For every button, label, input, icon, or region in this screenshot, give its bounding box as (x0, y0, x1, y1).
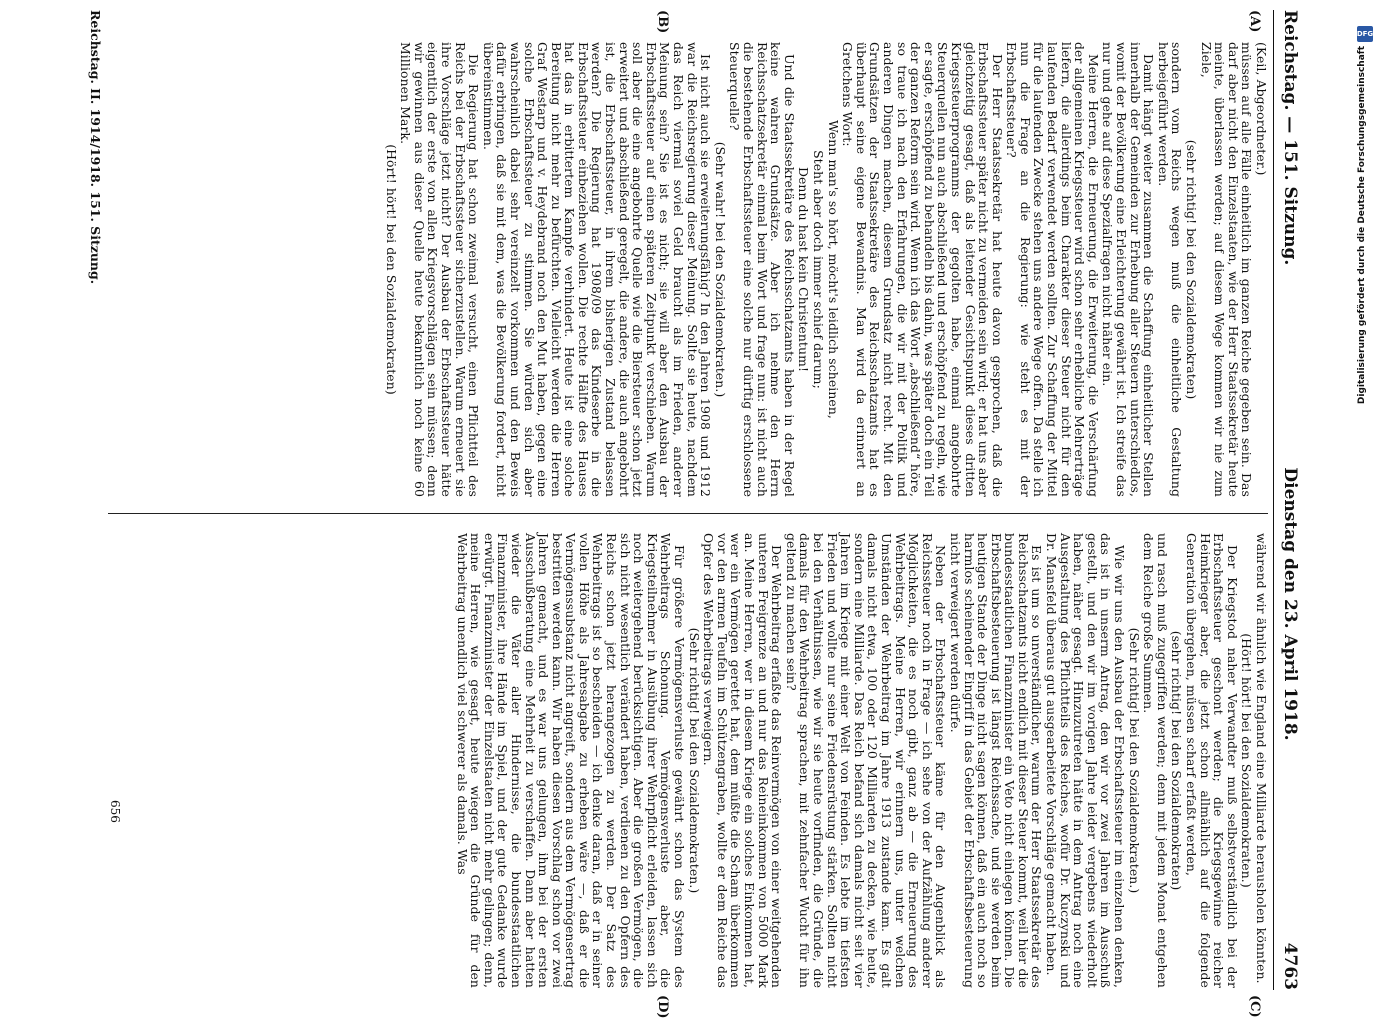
running-head (1273, 10, 1300, 990)
paragraph: Der Wehrbeitrag erfaßte das Reinvermögen von einer weitgehenden unteren Freigrenze an und nur das Reineinkommen von 5000 Mark an. Meine Herren, wer in diesem Kriege ein solches Einkommen hat, wer ein Vermögen gerettet hat, dem müßte die Scham überkommen vor den armen Teufeln im Schützengraben, wollte er dem Reiche das Opfer des Wehrbeitrags verweigern. (701, 533, 785, 988)
paragraph: während wir ähnlich wie England eine Milliarde herausholen könnten. (1254, 533, 1269, 984)
paragraph: Neben der Erbschaftssteuer käme für den Augenblick als Reichssteuer noch in Frage — ich sehe von der Aufzählung anderer Möglichkeiten, die es noch gibt, ganz ab — die Erneuerung des Wehrbeitrags. Meine Herren, wir erinnern uns, unter welchen Umständen der Wehrbeitrag im Jahre 1913 zustande kam. Es galt damals nicht etwa, 100 oder 120 Milliarden zu decken, wie heute, sondern eine Milliarde. Das Reich befand sich damals nicht seit vier Jahren im Kriege mit einer Welt von Feinden. Es lebte im tiefsten Frieden und wollte nur seine Friedensrüstung stärken. Sollten nicht bei den Verhältnissen, wie wir sie heute vorfinden, die Gründe, die damals für den Wehrbeitrag sprachen, mit zehnfacher Wucht für ihn geltend zu machen sein? (783, 533, 949, 988)
paragraph: Es ist um so unverständlicher, warum der Herr Staatssekretär des Reichsschatzamts nicht endlich mit dieser Steuer kommt, weil hier die bundesstaatlichen Finanzminister ein Veto nicht einlegen können. Die Erbschaftsbesteuerung ist längst Reichssache, und sie werden beim heutigen Stande der Dinge nicht sagen können, daß ein auch noch so harmlos scheinender Eingriff in das Gebiet der Erbschaftsbesteuerung nicht verweigert werden dürfe. (947, 533, 1045, 988)
rotated-page (70, 0, 1310, 1019)
margin-mark-b: (B) (655, 10, 670, 34)
header-date: Dienstag den 23. April 1918. (1280, 467, 1300, 741)
right-column (88, 533, 1268, 988)
footer-text: Reichstag. II. 1914/1918. 151. Sitzung. (88, 10, 103, 285)
header-page-number: 4763 (1280, 942, 1300, 990)
left-column (108, 42, 1268, 497)
paragraph: Damit hängt weiter zusammen die Schaffung einheitlicher Stellen innerhalb der Gemeinden zur Erhebung aller Steuern unterschiedlos, womit der Bevölkerung eine Erleichterung gewährt ist. Ich streife das nur und gehe auf diese Spezialfragen nicht näher ein. (1100, 42, 1157, 497)
paragraph: und rasch muß zugegriffen werden; denn mit jedem Monat entgehen dem Reiche große Summen. (1141, 533, 1170, 988)
paragraph: Ist nicht auch sie erweiterungsfähig? In den Jahren 1908 und 1912 war die Reichsregierung dieser Meinung. Sollte sie heute, nachdem das Reich viermal soviel Geld braucht als im Frieden, anderer Meinung sein? Sie ist es nicht; sie will aber den Ausbau der Erbschaftssteuer auf einen späteren Zeitpunkt verschieben. Warum soll aber die eine angebohrte Quelle wie die Biersteuer schon jetzt erweitert und abschließend geregelt, die andere, die auch angebohrt ist, die Erbschaftssteuer, in ihrem bisherigen Zustand belassen werden? Die Regierung hat 1908/09 das Kindeserbe in die Erbschaftssteuer einbeziehen wollen. Die rechte Hälfte des Hauses hat das in erbittertem Kampfe verhindert. Heute ist eine solche Bereitung nicht mehr zu befürchten. Vielleicht werden die Herren Graf Westarp und v. Heydebrand noch den Mut haben, gegen eine solche Erbschaftssteuer zu stimmen. Sie würden sich aber wahrscheinlich dabei sehr vereinzelt vorkommen und den Beweis dafür erbringen, daß sie mit dem, was die Bevölkerung fordert, nicht übereinstimmen. (480, 42, 714, 497)
paragraph: Die Regierung hat schon zweimal versucht, einen Pflichtteil des Reichs bei der Erbschaftssteuer sicherzustellen. Warum erneuert sie ihre Vorschläge jetzt nicht? Der Ausbau der Erbschaftssteuer hätte eigentlich der erste von allen Kriegsvorschlägen sein müssen; denn wir gewinnen aus dieser Quelle heute bekanntlich noch keine 60 Millionen Mark. (398, 42, 482, 497)
column-divider (108, 513, 1268, 514)
paragraph: Und die Staatssekretäre des Reichsschatzamts haben in der Regel keine wahren Grundsätze. Aber ich nehme den Herrn Reichsschatzsekretär einmal beim Wort und frage nun: ist nicht auch die bestehende Erbschaftssteuer eine solche nur dürftig erschlossene Steuerquelle? (727, 42, 797, 497)
margin-mark-d: (D) (655, 995, 670, 1019)
margin-mark-c: (C) (1247, 995, 1262, 1018)
speaker-note: (Keil, Abgeordneter.) (1254, 42, 1269, 176)
interjection: (sehr richtig! bei den Sozialdemokraten) (1169, 630, 1185, 891)
interjection: (Sehr wahr! bei den Sozialdemokraten.) (712, 141, 728, 398)
paragraph: Der Herr Staatssekretär hat heute davon gesprochen, daß die Erbschaftssteuer später nicht zu vermeiden sein wird; er hat uns aber gleichzeitig gesagt, daß als leitender Gesichtspunkt dieses dritten Kriegssteuerprogramms der gegolten habe, einmal angebohrte Steuerquellen nun auch abschließend und erschöpfend zu regeln, wie er sagte, erschöpfend zu behandeln bis dahin, was später doch ein Teil der ganzen Reform sein wird. Wenn ich das Wort „abschließend“ höre, so traue ich nach den Erfahrungen, die wir mit der Politik und anderen Dingen machen, diesem Grundsatz nicht recht. Mit den Grundsätzen der Staatssekretäre des Reichsschatzamts hat es überhaupt seine eigene Bewandnis. Man wird da erinnert an Gretchens Wort: (840, 42, 1005, 497)
paragraph: Wie wir uns den Ausbau der Erbschaftssteuer im einzelnen denken, das ist in unserm Antrag, den wir vor zwei Jahren im Ausschuß gestellt, und den wir im vorigen Jahre leider vergebens wiederholt haben, näher gesagt. Hinzuzutreten hätte in dem Antrag noch eine Ausgestaltung des Pflichtteils des Reiches, wofür Dr. Kuczynski und Dr. Mansfeld überaus gut ausgearbeitete Vorschläge gemacht haben. (1044, 533, 1128, 988)
header-left: Reichstag. — 151. Sitzung. (1280, 10, 1300, 266)
verse-line: Denn du hast kein Christentum! (796, 166, 812, 373)
paragraph: Der Kriegstod naher Verwandter muß selbstverständlich bei der Erbschaftssteuer geschont werden; die Kriegsgewinne reicher Heimkrieger aber, die jetzt schon allmählich auf die folgende Generation übergehen, müssen scharf erfaßt werden, (1184, 533, 1240, 988)
interjection: (sehr richtig! bei den Sozialdemokraten) (1184, 139, 1200, 400)
interjection: (Hört! hört! bei den Sozialdemokraten) (383, 144, 399, 395)
paragraph: sondern vom Reichs wegen muß die einheitliche Gestaltung herbeigeführt werden. (1155, 42, 1185, 497)
margin-mark-a: (A) (1247, 10, 1262, 33)
digitization-stamp (1357, 26, 1375, 966)
dfg-logo-icon: DFG (1357, 26, 1373, 42)
paragraph: Meine Herren, die Erneuerung, die Erweiterung, die Verschärfung der allgemeinen Kriegssteuer wird schon sehr erhebliche Mehrerträge liefern, die allerdings beim Charakter dieser Steuer nicht für den laufenden Bedarf verwendet werden sollten. Zur Schaffung der Mittel für die laufenden Zwecke stehen uns andere Wege offen. Da stelle ich nun die Frage an die Regierung: wie steht es mit der Erbschaftssteuer? (1004, 42, 1101, 497)
verse-line: Steht aber doch immer schief darum; (811, 150, 826, 389)
interjection: (Sehr richtig! bei den Sozialdemokraten.) (1126, 627, 1142, 894)
interjection: (Sehr richtig! bei den Sozialdemokraten.) (686, 627, 702, 894)
page-number: 656 (108, 800, 122, 823)
paragraph: müssen auf alle Fälle einheitlich im ganzen Reiche gegeben sein. Das darf aber nicht den Einzelstaaten, wie der Herr Staatssekretär heute meinte, überlassen werden; auf diesem Wege kommen wir nie zum Ziele, (1198, 42, 1255, 497)
verse-line: Wenn man's so hört, möcht's leidlich scheinen, (825, 120, 841, 419)
paragraph: Für größere Vermögensverluste gewährt schon das System des Wehrbeitrags Schonung. Vermögensverluste aber, die Kriegsteilnehmer in Ausübung ihrer Wehrpflicht erleiden, lassen sich noch weitergehend berücksichtigen. Aber die großen Vermögen, die sich nicht wesentlich verändert haben, verdienen zu den Opfern des Reichs schon jetzt herangezogen zu werden. Der Satz des Wehrbeitrags ist so bescheiden — ich denke daran, daß er in seiner vollen Höhe als Jahresabgabe zu erheben wäre —, daß er die Vermögenssubstanz nicht angreift, sondern aus dem Vermögensertrag bestritten werden kann. Wir haben diesen Vorschlag schon vor zwei Jahren gemacht, und es war uns gelungen, ihm bei der ersten Ausschußberatung eine Mehrheit zu verschaffen. Dann aber hatten wieder die Väter aller Hindernisse, die bundesstaatlichen Finanzminister, ihre Hände im Spiel, und der gute Gedanke wurde erwürgt. Finanzminister der Einzelstaaten nicht mehr gelingen; denn, meine Herren, wie gesagt, heute wiegen die Gründe für den Wehrbeitrag unendlich viel schwerer als damals. Was (454, 533, 688, 988)
stamp-text: Digitalisierung gefördert durch die Deutsche Forschungsgemeinschaft (1357, 46, 1367, 405)
interjection: (Hört! hört! bei den Sozialdemokraten.) (1239, 633, 1255, 888)
